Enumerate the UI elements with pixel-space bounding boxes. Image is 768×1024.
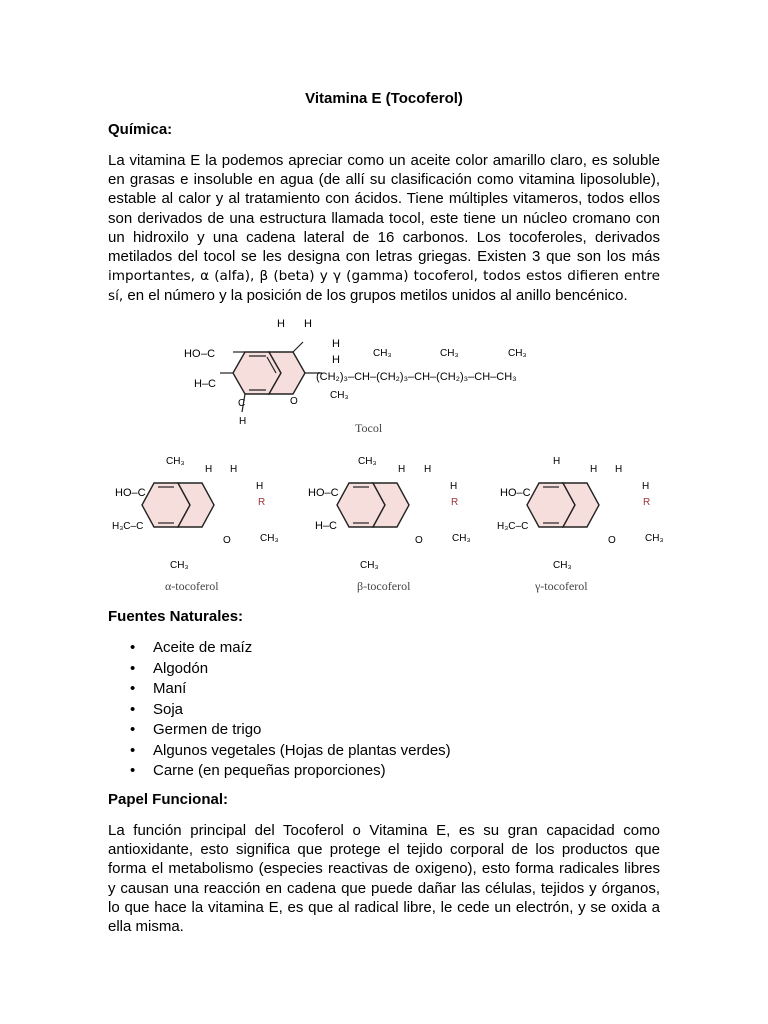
svg-text:CH₃: CH₃ (260, 533, 279, 544)
svg-text:H: H (256, 481, 264, 492)
tocol-structure (170, 312, 570, 442)
papel-paragraph: La función principal del Tocoferol o Vitamina E, es su gran capacidad como antioxidante, esto significa que protege el tejido corporal de los productos que forma el metabolismo (especies reactivas de oxigeno), esto forma radicales libres y causan una reacción en cadena que puede dañar las células, tejidos y órganos, lo que hace la vitamina E, es que al radical libre, le cede un electrón, y se oxida a ella misma. (108, 822, 660, 936)
list-item: • Maní (108, 679, 451, 700)
svg-text:CH₃: CH₃ (373, 348, 392, 359)
svg-text:O: O (290, 396, 298, 407)
svg-text:H: H (230, 464, 238, 475)
list-item: • Carne (en pequeñas proporciones) (108, 761, 451, 782)
svg-text:H: H (590, 464, 598, 475)
svg-text:O: O (608, 535, 616, 546)
alpha-tocoferol-structure (110, 450, 290, 595)
list-item: • Soja (108, 700, 451, 721)
list-item: • Algunos vegetales (Hojas de plantas verdes) (108, 741, 451, 762)
svg-text:CH₃: CH₃ (358, 456, 377, 467)
beta-tocoferol-label: β-tocoferol (357, 579, 411, 593)
svg-text:HO–C: HO–C (308, 487, 339, 499)
svg-text:CH₃: CH₃ (553, 560, 572, 571)
quimica-paragraph-main: La vitamina E la podemos apreciar como un aceite color amarillo claro, es soluble en grasas e insoluble en agua (de allí su clasificación como vitamina liposoluble), estable al calor y al tratamiento con ácidos. Tiene múltiples vitameros, todos ellos son derivados de una estructura llamada tocol, este tiene un núcleo cromano con un hidroxilo y una cadena lateral de 16 carbonos. Los tocoferoles, derivados metilados del tocol se les designa con letras griegas. Existen 3 que son los más (108, 152, 660, 266)
section-heading-quimica: Química: (108, 121, 173, 138)
gamma-tocoferol-structure (495, 450, 675, 595)
svg-text:CH₃: CH₃ (330, 390, 349, 401)
tocol-label: Tocol (355, 421, 383, 435)
svg-text:H: H (642, 481, 650, 492)
quimica-paragraph (108, 151, 660, 307)
list-item: • Algodón (108, 659, 451, 680)
svg-text:H₃C–C: H₃C–C (497, 521, 529, 532)
svg-text:O: O (223, 535, 231, 546)
svg-text:CH₃: CH₃ (645, 533, 664, 544)
svg-text:HO: HO (184, 348, 201, 360)
alpha-tocoferol-label: α-tocoferol (165, 579, 219, 593)
svg-text:CH₃: CH₃ (360, 560, 379, 571)
svg-text:R: R (258, 497, 266, 508)
svg-text:CH₃: CH₃ (166, 456, 185, 467)
svg-text:R: R (451, 497, 459, 508)
svg-text:H–C: H–C (315, 520, 338, 532)
svg-text:O: O (415, 535, 423, 546)
quimica-paragraph-end: en el número y la posición de los grupos metilos unidos al anillo bencénico. (127, 287, 628, 305)
section-heading-papel: Papel Funcional: (108, 791, 229, 808)
svg-text:H: H (424, 464, 432, 475)
svg-text:H: H (205, 464, 213, 475)
svg-text:(CH₂)₃–CH–(CH₂)₃–CH–(CH₂)₃–CH–: (CH₂)₃–CH–(CH₂)₃–CH–(CH₂)₃–CH–CH₃ (316, 371, 517, 383)
svg-text:CH₃: CH₃ (508, 348, 527, 359)
list-item: • Aceite de maíz (108, 638, 451, 659)
svg-text:H: H (332, 354, 340, 366)
svg-text:H–C: H–C (194, 378, 217, 390)
svg-text:CH₃: CH₃ (452, 533, 471, 544)
fuentes-list (108, 638, 451, 782)
svg-text:H₃C–C: H₃C–C (112, 521, 144, 532)
svg-text:H: H (615, 464, 623, 475)
svg-text:CH₃: CH₃ (170, 560, 189, 571)
svg-text:C: C (238, 398, 246, 409)
svg-text:H: H (332, 338, 340, 350)
svg-text:H: H (398, 464, 406, 475)
svg-text:HO–C: HO–C (500, 487, 531, 499)
svg-text:H: H (277, 318, 285, 330)
svg-text:CH₃: CH₃ (440, 348, 459, 359)
svg-text:H: H (304, 318, 312, 330)
svg-text:H: H (239, 416, 247, 427)
svg-text:–C: –C (201, 348, 216, 360)
beta-tocoferol-structure (305, 450, 485, 595)
document-title: Vitamina E (Tocoferol) (305, 90, 463, 107)
svg-text:H: H (553, 456, 561, 467)
section-heading-fuentes: Fuentes Naturales: (108, 608, 244, 625)
svg-text:R: R (643, 497, 651, 508)
svg-text:H: H (450, 481, 458, 492)
gamma-tocoferol-label: γ-tocoferol (535, 579, 588, 593)
list-item: • Germen de trigo (108, 720, 451, 741)
quimica-paragraph-greek: importantes, α (alfa), β (beta) y γ (gamma) tocoferol, todos estos difieren entre sí, (108, 268, 660, 305)
svg-text:HO–C: HO–C (115, 487, 146, 499)
